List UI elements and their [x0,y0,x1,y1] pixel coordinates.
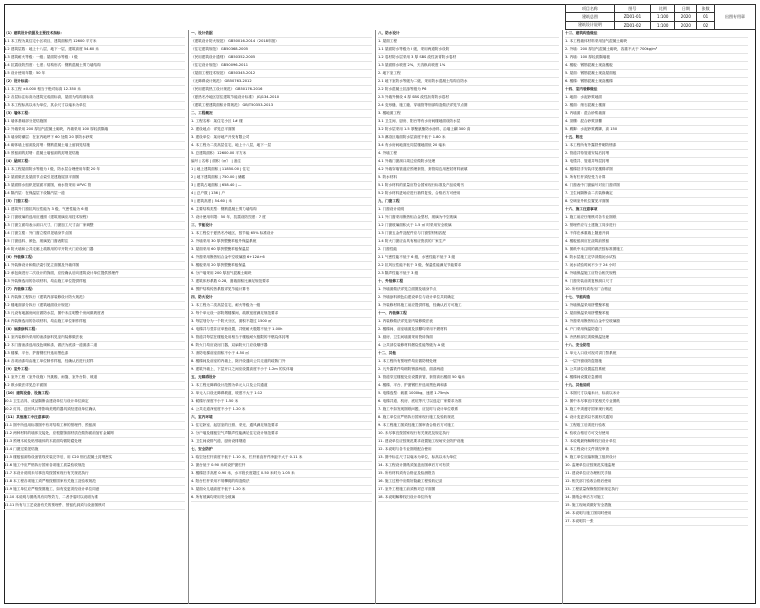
note-line: 2. 地下室工程 [378,70,559,78]
note-line: 4. 楼板留洞应在浇筑前预留 [565,238,748,246]
note-line: 7.3 凡设有地漏房间应做防水层，图中未注明整个房间做坡度者 [4,310,185,318]
note-line: 1.4 抗震设防烈度：七度；结构形式：钢筋混凝土剪力墙结构 [4,62,185,70]
note-line: 11.5 楼板留洞待设备管线安装完毕后，用 C20 细石混凝土封堵密实 [4,454,185,462]
note-line: 1.2 建筑层数：地上十八层，地下一层，建筑高度 54.60 米 [4,46,185,54]
note-line: 1. 本工程所有外露铁件刷防锈漆 [565,142,748,150]
title-label-scale: 比例 [650,5,675,13]
note-line: （10）建筑设备、设施工程： [4,390,185,398]
note-line: 十六、施工注意事项 [565,206,748,214]
note-line: 3.2 外墙采用 200 厚加气混凝土砌块，内墙采用 100 厚轻质隔墙 [4,126,185,134]
note-line: 11.7 本设计说明未尽事宜均按国家现行有关规范执行 [4,470,185,478]
note-line: 6. 验收合格后方可交付使用 [565,430,748,438]
note-line: 4. 阳台栏杆采用不易攀爬的构造做法 [191,478,372,486]
note-line: 五、无障碍设计 [191,374,372,382]
note-line: 1.2 卷材防水层采用 3 厚 SBS 改性沥青防水卷材 [378,54,559,62]
note-line: 2.3 隔声性能不低于 3 级 [378,270,559,278]
title-label-date: 日期 [675,5,697,13]
note-line: 5. 图纸中未注明的做法按标准图施工 [565,246,748,254]
note-line: 2.4 变形缝、施工缝、穿墙管等细部构造做法详见节点图 [378,102,559,110]
note-line: 6.1 外装修设计和做法索引见立面图及外墙详图 [4,262,185,270]
note-line: 15. 所有材料须有合格证及检测报告 [378,470,559,478]
note-line: 6. 主要结构类型：钢筋混凝土剪力墙结构 [191,206,372,214]
note-line: 2. 屋面保温采用挤塑聚苯板 [565,310,748,318]
note-line: 8. 楼梯间及前室的内墙上，除开设通向公共走道的疏散门外 [191,358,372,366]
note-line: 3. 厨房、卫生间墙面采用瓷砖饰面 [378,334,559,342]
note-line: 4. 户门采用保温防盗门 [565,326,748,334]
note-line: 3. 内墙面：混合砂浆墙面 [565,110,748,118]
note-line: 3. 候梯厅深度不小于 1.50 米 [191,398,372,406]
note-line: 1.3 建筑耐火等级：一级；屋面防水等级：I 级 [4,54,185,62]
note-line: 12. 本说明与各专业图纸配合使用 [378,446,559,454]
note-line: 1. 外墙保温采用挤塑聚苯板 [565,302,748,310]
note-line: 5. 管道井每层在楼板处用相当于楼板耐火极限的不燃烧体封堵 [191,334,372,342]
note-line: 1. 门窗设计说明 [378,206,559,214]
note-line: 1. 本工程为二类高层住宅，耐火等级为一级 [191,302,372,310]
note-line: 1. 本工程位于夏热冬冷地区，按节能 65% 标准设计 [191,230,372,238]
note-line: 6.2 承包商进行二次设计的饰面，应经确认后向建筑设计单位提供预埋件 [4,270,185,278]
note-line: 1.3 屋面排水坡度 2%，天沟纵向坡度 1% [378,62,559,70]
note-line: 8.2 木门窗油漆选用浅色调和漆，做法为底漆一道面漆二道 [4,342,185,350]
note-line: 8.3 楼梯、平台、护窗钢栏杆选用黑色漆 [4,350,185,358]
note-line: 四、防火设计 [191,294,372,302]
note-line: 七、安全防护 [191,446,372,454]
notes-column-2 [191,30,372,604]
note-line: 3. 管道穿过楼板处应设置套管，套管高出楼面 50 毫米 [378,374,559,382]
note-line: 2. 管道井待管道安装后封堵 [565,150,748,158]
note-line: 4. 外墙工程 [378,150,559,158]
note-line: 8.1 室内装修所采用的油漆涂料见室内装修做法表 [4,334,185,342]
note-line: 3. 施工中须遵守国家现行规范 [565,406,748,414]
note-line: 《民用建筑热工设计规范》 GB50176-2016 [191,86,372,94]
note-line: 2. 门窗性能 [378,246,559,254]
note-line: 10. 所有材料须有出厂合格证 [565,286,748,294]
note-line: 4. 本工程为二类高层住宅，地上十八层，地下一层 [191,142,372,150]
note-line: 2. 楼梯间、前室墙面及顶棚均采用不燃材料 [378,326,559,334]
note-line: 5.1 建筑外门窗抗风压性能为 3 级，气密性能为 6 级 [4,206,185,214]
note-line: 1.5 设计使用年限：50 年 [4,70,185,78]
note-line: 8. 本工程设计文件须经审查 [565,446,748,454]
note-line: 4. 电梯井与竖井应单独设置，井壁耐火极限不低于 1.00h [191,326,372,334]
note-line: 2.1 本工程 ±0.000 相当于绝对标高 12.350 米 [4,86,185,94]
note-line: 5. 屋面：钢筋混凝土现浇屋面板 [565,70,748,78]
note-line: 10.1 卫生洁具、成品隔断由建设单位与设计单位商定 [4,398,185,406]
title-label-sheet: 张数 [697,5,715,13]
note-line: 5. 工程竣工后须进行验收 [565,422,748,430]
note-line: 9.1 室外工程（室外设施）外挑檐、雨篷、室外台阶、坡道 [4,374,185,382]
note-line: 11. 建设单位应按规范要求设置施工现场安全防护设施 [378,438,559,446]
note-line: 3. 外装修材料施工前应提供样板，经确认后方可施工 [378,302,559,310]
note-line: 6.3 外装修选用的各项材料，均由施工单位提供样板 [4,278,185,286]
note-line: （4）屋面工程： [4,158,185,166]
note-line: （9）室外工程： [4,366,185,374]
note-line: 2. 分户墙及楼板空气声隔声性能满足住宅设计规范要求 [191,430,372,438]
note-line: 3 | 建筑占地面积 | 658.40 | — [191,182,372,190]
note-line: 4. 外窗采用断热铝合金中空玻璃窗 6+12A+6 [191,254,372,262]
note-line: 12. 相关部门验收合格后使用 [565,478,748,486]
note-line: 6. 楼梯：钢筋混凝土现浇楼梯 [565,78,748,86]
note-line: 11. 建设单位应办理相关手续 [565,470,748,478]
note-line: 1. 外墙面做法详见立面图及墙身节点 [378,286,559,294]
note-line: 2.3 本工程标高以米为单位，其余尺寸以毫米为单位 [4,102,185,110]
column-divider [375,30,376,604]
note-line: 3.2 防水层采用 1.5 厚聚氨酯防水涂料，沿墙上翻 300 高 [378,126,559,134]
note-line: 11.6 施工中应严格执行国家各项施工质量验收规范 [4,462,185,470]
note-line: （2）设计标高： [4,78,185,86]
column-divider [188,30,189,604]
note-line: 1.1 屋面防水等级为 I 级，采用两道防水设防 [378,46,559,54]
note-line: 6. 防水层施工完毕须做闭水试验 [565,254,748,262]
note-line: 5.1 防水材料的质量应符合国家现行标准及产品说明书 [378,182,559,190]
note-line: 三、节能设计 [191,222,372,230]
note-line: 1. 住宅卧室、起居室的日照、采光、通风满足规范要求 [191,422,372,430]
note-line: 4. 楼梯、平台、护窗钢栏杆选用黑色调和漆 [378,382,559,390]
note-line: （1）建筑设计依据及主要技术指标： [4,30,185,38]
note-line: 1. 工程名称：某住宅小区 1# 楼 [191,118,372,126]
note-line: 4. 楼板：钢筋混凝土现浇楼板 [565,62,748,70]
note-line: 2. 窗台低于 0.90 米时设护窗栏杆 [191,462,372,470]
note-line: 2. 外墙：200 厚加气混凝土砌块，容重不大于 700kg/m³ [565,46,748,54]
note-line: 5.6 防火墙和公共走廊上疏散用的平开防火门应设闭门器 [4,246,185,254]
note-line: 1 | 地上建筑面积 | 11850.00 | 住宅 [191,166,372,174]
note-line: 2.2 各层标注标高为建筑完成面标高，屋面为结构面标高 [4,94,185,102]
note-line: 5.2 防水材料进场应进行抽样复验，合格后方可使用 [378,190,559,198]
note-line: 4. 设计变更须以书面形式通知 [565,414,748,422]
note-line: 3. 屋面采用 60 厚挤塑聚苯板保温层 [191,246,372,254]
note-line: 11.4 门窗过梁见结施 [4,446,185,454]
note-line: 《屋面工程技术规范》 GB50345-2012 [191,70,372,78]
note-line: 5. 电梯选型：载重 1000kg，速度 1.75m/s [378,390,559,398]
note-line: 16. 本说明与施工图同时使用 [565,510,748,518]
note-line: 4. 楼梯扶手安装详见楼梯详图 [565,166,748,174]
note-line: 1. 本图尺寸以毫米计，标高以米计 [565,390,748,398]
note-line: （6）外装修工程： [4,254,185,262]
note-line: （11）其他施工中注意事项： [4,414,185,422]
note-line: 十四、室内装修做法 [565,86,748,94]
note-line: 8. 空调室外机位置见平面图 [565,198,748,206]
note-line: 编号 | 名称 | 面积（㎡） | 备注 [191,158,372,166]
note-line: 2.3 外墙外侧设 4 厚 SBS 改性沥青防水卷材 [378,94,559,102]
note-line: 6. 防火门均应设闭门器，双扇防火门应设顺序器 [191,342,372,350]
note-line: 5. 总建筑面积：12600.00 平方米 [191,150,372,158]
note-line: 4.4 隔汽层：在保温层下设隔汽层一道 [4,190,185,198]
note-line: 1. 单元入口设可视对讲门禁系统 [565,350,748,358]
note-line: 3. 卫生间设排气道，厨房设排烟道 [191,438,372,446]
note-line: 1. 屋面工程 [378,38,559,46]
note-line: 十五、附注 [565,134,748,142]
note-line: 九、门窗工程 [378,198,559,206]
note-line: 8. 施工单位应严格执行国家现行施工及验收规范 [378,414,559,422]
note-line: 3. 楼地面工程 [378,110,559,118]
note-line: 10. 未尽事宜按国家现行有关规范及规定执行 [378,430,559,438]
note-line: 十、外装修工程 [378,278,559,286]
title-row2-e: 02 [697,21,715,29]
notes-column-1 [4,30,185,604]
note-line: 2. 预埋件应与土建施工同步进行 [565,222,748,230]
note-line: 4.1 本工程屋面防水等级为 I 级，防水层合理使用年限 20 年 [4,166,185,174]
note-line: 7. 施工中如发现图纸问题，应及时与设计单位联系 [378,406,559,414]
note-line: 4. 顶棚：混合砂浆顶棚 [565,118,748,126]
note-line: 十二、其他 [378,350,559,358]
note-line: 7.4 内装修选用的各项材料，均由施工单位制作样板 [4,318,185,326]
note-line: 十八、安全防范 [565,342,748,350]
note-line: 11.10 本说明与图纸具有同等效力，二者矛盾时以说明为准 [4,494,185,502]
note-line: 11.3 预埋木砖及贴邻墙体的木质面均做防腐处理 [4,438,185,446]
title-row1-a: 建筑总图 [566,13,615,21]
title-row1-d: 2020 [675,13,697,21]
note-line: 2. 外墙涂料颜色由建设单位与设计单位共同确定 [378,294,559,302]
note-line: 7.1 内装修工程执行《建筑内部装修设计防火规范》 [4,294,185,302]
title-block [565,4,756,30]
note-line: 6. 所有玻璃均采用安全玻璃 [191,494,372,502]
note-line: 18. 本说明解释权归设计单位所有 [378,494,559,502]
note-line: 9. 本工程施工图须经施工图审查合格后方可施工 [378,422,559,430]
note-line: 4 | 总户数 | 136 | 户 [191,190,372,198]
note-line: 11.2 两种材料的墙体交接处，应根据饰面材质在做饰面前加钉金属网 [4,430,185,438]
title-row2-a: 建筑设计说明 [566,21,615,29]
note-line: 6. 分户墙采用 200 厚加气混凝土砌块 [191,270,372,278]
note-line: 3. 不得在承重墙上随意开洞 [565,230,748,238]
note-line: 1.3 门窗五金件及配件应与门窗型材相匹配 [378,230,559,238]
note-line: 7. 设计使用年限：50 年，抗震设防烈度：7 度 [191,214,372,222]
note-line: 5.3 门窗立面均表示洞口尺寸，门窗加工尺寸由厂家调整 [4,222,185,230]
note-line: 10. 监理单位应按规范实施监理 [565,462,748,470]
note-line: 17. 室外工程施工前须核对总平面图 [378,486,559,494]
note-line: 3.3 淋浴区墙面防水层高度不低于 1.80 米 [378,134,559,142]
note-line: 《无障碍设计规范》 GB50763-2012 [191,78,372,86]
note-line: 2. 建设地点：详见总平面图 [191,126,372,134]
column-2-heading: 一、设计依据 [191,30,372,38]
note-line: 3.4 砌体墙上留洞及封堵：钢筋混凝土墙上留洞见结施 [4,142,185,150]
note-line: 十三、建筑构造做法 [565,30,748,38]
note-line: 《住宅建筑规范》 GB50368-2005 [191,46,372,54]
column-divider [562,30,563,604]
note-line: 14. 图纸会审后方可施工 [565,494,748,502]
note-line: 1. 施工前应仔细核对各专业图纸 [565,214,748,222]
title-row2-d: 2020 [675,21,697,29]
note-line: 5. 踢脚：水泥砂浆踢脚，高 150 [565,126,748,134]
note-line: 10.2 灯具、送回风口等影响美观的器具须经建设单位确认 [4,406,185,414]
note-line: 1.1 本工程为某住宅小区项目，建筑面积约 12600 平方米 [4,38,185,46]
note-line: 2. 楼面：细石混凝土楼面 [565,102,748,110]
note-line: 《夏热冬冷地区居住建筑节能设计标准》 JGJ134-2010 [191,94,372,102]
note-line: 二、工程概况 [191,110,372,118]
note-line: 7. 建筑体形系数 0.28，窗墙面积比满足规范要求 [191,278,372,286]
note-line: 《建筑设计防火规范》 GB50016-2014（2018年版） [191,38,372,46]
note-line: 3. 内墙：100 厚轻质隔墙板 [565,54,748,62]
note-line: 5.2 门窗玻璃的选用应遵照《建筑玻璃应用技术规程》 [4,214,185,222]
note-line: 11.11 所有与工艺设备有关的预埋件、预留孔洞须与设备图核对 [4,502,185,510]
note-line: 3. 建设单位：某房地产开发有限公司 [191,134,372,142]
note-line: 2.2 防水混凝土抗渗等级为 P6 [378,86,559,94]
note-line: 5. 所有栏杆须经受力计算 [565,174,748,182]
note-line: 十一、内装修工程 [378,310,559,318]
note-line: 3. 电缆井、管道井每层封堵 [565,158,748,166]
note-line: 1. 本工程墙体材料采用加气混凝土砌块 [565,38,748,46]
note-line: 7. 闭水试验时间不少于 24 小时 [565,262,748,270]
note-line: （7）内装修工程： [4,286,185,294]
note-line: 5.5 门窗选料、颜色、玻璃见门窗表附注 [4,238,185,246]
note-line: 1. 本工程所有预埋件均应做防锈处理 [378,358,559,366]
note-line: 4. 公共走道净宽度不小于 1.20 米 [191,406,372,414]
note-line: 4. 公共部位装修材料燃烧性能等级为 A 级 [378,342,559,350]
note-line: 3.1 卫生间、厨房、阳台等有水房间楼地面设防水层 [378,118,559,126]
note-line: 4.2 外墙穿墙管道应预埋套管，套管周边用密封材料嵌填 [378,166,559,174]
note-line: 3.3 墙身防潮层：在室内地坪下 60 处做 20 厚防水砂浆 [4,134,185,142]
title-row1-e: 01 [697,13,715,21]
note-line: 2.1 气密性能不低于 6 级，水密性能不低于 3 级 [378,254,559,262]
note-line: 1. 内装修做法详见室内装修做法表 [378,318,559,326]
note-line: 5. 防水材料 [378,174,559,182]
note-line: 十九、其他说明 [565,382,748,390]
note-line: 5 | 建筑高度 | 54.60 | 米 [191,198,372,206]
note-line: 8. 围护结构传热系数详见节能计算书 [191,286,372,294]
note-line: 3.1 墙体基础部分见结施图 [4,118,185,126]
note-line: 《民用建筑设计通则》 GB50352-2005 [191,54,372,62]
note-line: 3. 楼梯扶手高度 0.90 米，水平段长度超过 0.50 米时为 1.05 米 [191,470,372,478]
note-line: 9.2 散水做法详见总平面图 [4,382,185,390]
column-3-heading: 八、防水设计 [378,30,559,38]
title-row2-b: ZD01-02 [614,21,650,29]
notes-column-4 [565,30,748,604]
note-line: 8. 外墙保温施工应符合相关规程 [565,270,748,278]
note-line: 9. 建筑外墙上、下层开口之间应设置高度不小于 1.2m 的实体墙 [191,366,372,374]
note-line: 11.9 施工单位应严格按图施工，如有变更须经设计单位同意 [4,486,185,494]
title-stamp: 出图专用章 [714,5,755,30]
note-line: 9. 施工单位应编制施工组织设计 [565,454,748,462]
note-line: 2. 外墙采用 30 厚挤塑聚苯板外保温系统 [191,238,372,246]
note-line: 六、室内环境 [191,414,372,422]
note-line: 2.2 抗风压性能不低于 3 级，保温性能满足节能要求 [378,262,559,270]
note-line: 4.3 屋面排水组织见屋面平面图，雨水管采用 UPVC 管 [4,182,185,190]
note-line: 十七、节能构造 [565,294,748,302]
note-line: （3）墙体工程： [4,110,185,118]
note-line: 11.1 图中所选用标准图中有对结构工种的预埋件、预留洞 [4,422,185,430]
note-line: 6. 门窗表中门窗编号对应门窗详图 [565,182,748,190]
note-line: 7. 本说明最终解释权归设计单位 [565,438,748,446]
note-line: 13. 工程质量保修按国家规定执行 [565,486,748,494]
note-line: 14. 本工程设计图纸须加盖出图章后方可有效 [378,462,559,470]
note-line: （8）油漆涂料工程： [4,326,185,334]
note-line: 1.4 防火门窗应由具有相应资质的厂家生产 [378,238,559,246]
note-line: 《建筑工程建筑面积计算规范》 GB/T50353-2013 [191,102,372,110]
note-line: 7. 消防电梯前室面积不小于 4.50 ㎡ [191,350,372,358]
note-line: 5. 楼板采用 20 厚挤塑聚苯板保温 [191,262,372,270]
note-line: 2. 凡外露铁件均刷防锈漆两道、面漆两道 [378,366,559,374]
note-line: 2. 单元入口设无障碍坡道，坡度不大于 1:12 [191,390,372,398]
note-line: 3. 每层划分为一个防火分区，面积不超过 1500 ㎡ [191,318,372,326]
note-line: 7. 卫生间隔断由二次装修确定 [565,190,748,198]
note-line: 2.1 地下室防水等级为二级，采用防水混凝土结构自防水 [378,78,559,86]
note-line: 5. 冷热桥部位须做保温处理 [565,334,748,342]
note-line: 2. 一层外窗设防盗措施 [565,358,748,366]
note-line: 5. 屋面女儿墙高度不低于 1.20 米 [191,486,372,494]
note-line: 2 | 地下建筑面积 | 750.00 | 储藏 [191,174,372,182]
note-line: 16. 施工过程中应做好隐蔽工程验收记录 [378,478,559,486]
note-line: 8.4 各项油漆均由施工单位制作样板，经确认后进行封样 [4,358,185,366]
title-label-no: 图号 [614,5,650,13]
note-line: 3.4 有水房间地面比同层楼地面低 20 毫米 [378,142,559,150]
title-row2-c: 1:100 [650,21,675,29]
note-line: 1.2 门窗玻璃面积大于 1.5 ㎡ 时采用安全玻璃 [378,222,559,230]
title-label-project: 项目名称 [566,5,615,13]
note-line: 5.4 门窗立樘：外门窗立樘详见墙身节点图 [4,230,185,238]
note-line: 2. 每个单元设一部防烟楼梯间，疏散宽度满足规范要求 [191,310,372,318]
note-line: 15. 施工现场须做好安全措施 [565,502,748,510]
note-line: 《住宅设计规范》 GB50096-2011 [191,62,372,70]
note-line: 2. 图中未尽事宜详见相关专业图纸 [565,398,748,406]
note-line: 1.1 外门窗采用断热铝合金型材，玻璃为中空玻璃 [378,214,559,222]
note-line: 4.1 外墙门窗洞口周边应做防水处理 [378,158,559,166]
note-line: 4. 楼梯间设置应急照明 [565,374,748,382]
note-line: 9. 门窗安装前须复核洞口尺寸 [565,278,748,286]
note-line: 3. 外窗采用断热铝合金中空玻璃窗 [565,318,748,326]
note-line: 17. 本说明共一张 [565,518,748,526]
note-line: 3.5 预留洞的封堵：混凝土墙留洞的封堵见结施 [4,150,185,158]
note-line: 4.2 屋面做法及屋面节点索引见建施屋顶平面图 [4,174,185,182]
note-line: 1. 本工程无障碍设计范围为单元入口及公共通道 [191,382,372,390]
note-line: 1. 临空处栏杆高度不低于 1.10 米，栏杆垂直杆件净距不大于 0.11 米 [191,454,372,462]
title-row1-c: 1:100 [650,13,675,21]
note-line: （5）门窗工程： [4,198,185,206]
note-line: 3. 公共部位设置监控系统 [565,366,748,374]
note-line: 1. 地面：水泥砂浆地面 [565,94,748,102]
title-row1-b: ZD01-01 [614,13,650,21]
note-line: 6. 电梯井道、机房、底坑等尺寸以选定厂家要求为准 [378,398,559,406]
notes-column-3 [378,30,559,604]
note-line: 11.8 本工程各项施工须严格按照国家有关施工及验收规范 [4,478,185,486]
note-line: 7.2 楼地面部分执行《建筑地面设计规范》 [4,302,185,310]
note-line: 13. 图中标注尺寸以毫米为单位，标高以米为单位 [378,454,559,462]
